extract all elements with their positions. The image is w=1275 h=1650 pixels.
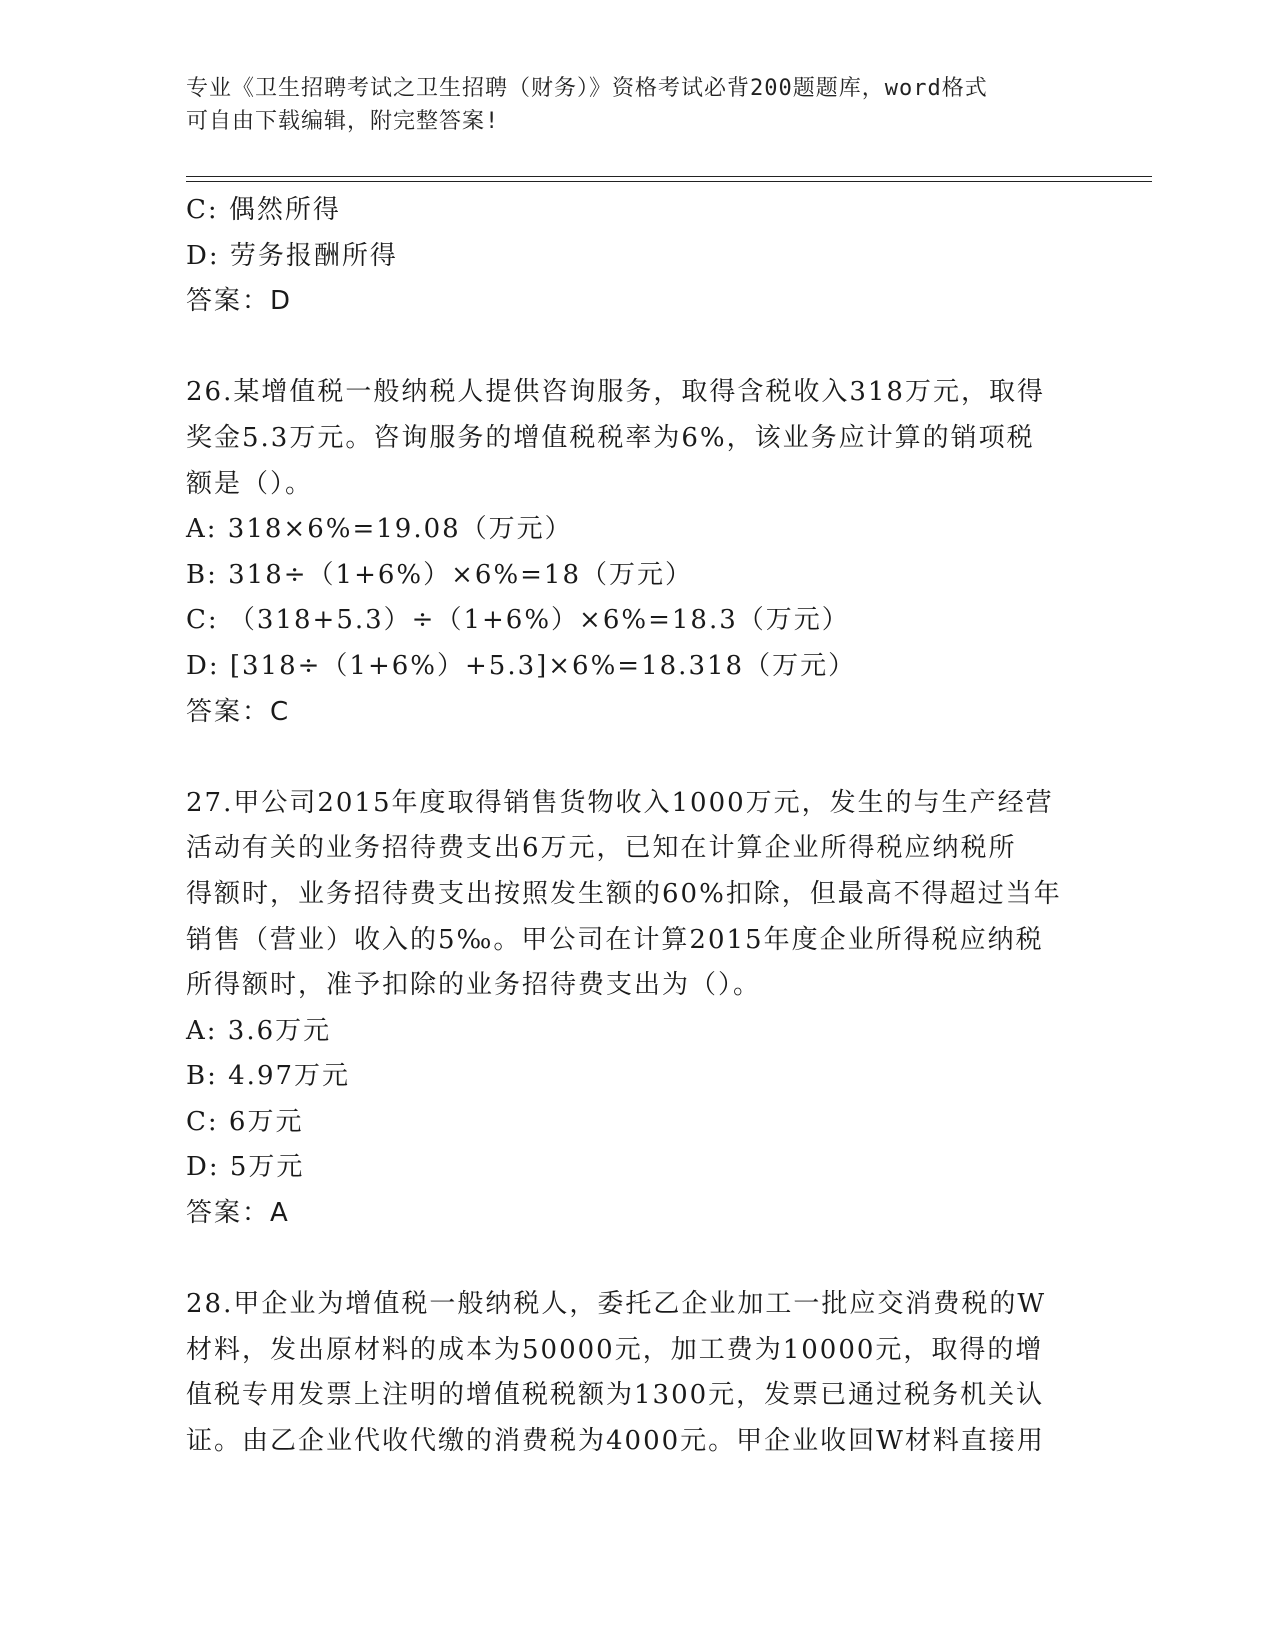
question-27-option-b: B: 4.97万元 (186, 1061, 351, 1092)
question-26-line: 26.某增值税一般纳税人提供咨询服务，取得含税收入318万元，取得 (186, 377, 1045, 408)
question-28-line: 值税专用发票上注明的增值税税额为1300元，发票已通过税务机关认 (186, 1380, 1045, 1411)
question-28-line: 证。由乙企业代收代缴的消费税为4000元。甲企业收回W材料直接用 (186, 1426, 1045, 1457)
question-26-option-a: A: 318×6%=19.08（万元） (186, 514, 573, 545)
header-line-2: 可自由下载编辑，附完整答案! (186, 109, 500, 134)
question-26-option-c: C: （318+5.3）÷（1+6%）×6%=18.3（万元） (186, 605, 850, 636)
spacer (186, 735, 1086, 781)
question-28-line: 材料，发出原材料的成本为50000元，加工费为10000元，取得的增 (186, 1334, 1044, 1365)
question-27-answer: 答案：A (186, 1198, 290, 1229)
question-27-option-a: A: 3.6万元 (186, 1015, 332, 1046)
question-26-option-b: B: 318÷（1+6%）×6%=18（万元） (186, 559, 694, 590)
question-26-line: 奖金5.3万元。咨询服务的增值税税率为6%，该业务应计算的销项税 (186, 422, 1035, 453)
question-27-option-d: D: 5万元 (186, 1152, 305, 1183)
spacer (186, 325, 1086, 371)
question-26-option-d: D: [318÷（1+6%）+5.3]×6%=18.318（万元） (186, 650, 857, 681)
answer-line: 答案：D (186, 286, 293, 317)
question-27-line: 所得额时，准予扣除的业务招待费支出为（）。 (186, 970, 762, 1001)
question-28-line: 28.甲企业为增值税一般纳税人，委托乙企业加工一批应交消费税的W (186, 1289, 1047, 1320)
option-d: D: 劳务报酬所得 (186, 240, 398, 271)
document-header (186, 72, 1086, 138)
question-27-line: 活动有关的业务招待费支出6万元，已知在计算企业所得税应纳税所 (186, 833, 1017, 864)
header-rule-bottom (186, 181, 1152, 182)
header-line-1: 专业《卫生招聘考试之卫生招聘（财务）》资格考试必背200题题库，word格式 (186, 76, 988, 101)
question-27-line: 得额时，业务招待费支出按照发生额的60%扣除，但最高不得超过当年 (186, 878, 1062, 909)
question-27-line: 销售（营业）收入的5‰。甲公司在计算2015年度企业所得税应纳税 (186, 924, 1044, 955)
header-rule-top (186, 176, 1152, 177)
question-26-line: 额是（）。 (186, 468, 314, 499)
spacer (186, 1237, 1086, 1283)
option-c: C: 偶然所得 (186, 195, 341, 225)
question-26-answer: 答案：C (186, 696, 291, 727)
question-27-line: 27.甲公司2015年度取得销售货物收入1000万元，发生的与生产经营 (186, 787, 1054, 818)
question-27-option-c: C: 6万元 (186, 1106, 304, 1137)
document-body (186, 188, 1086, 1465)
